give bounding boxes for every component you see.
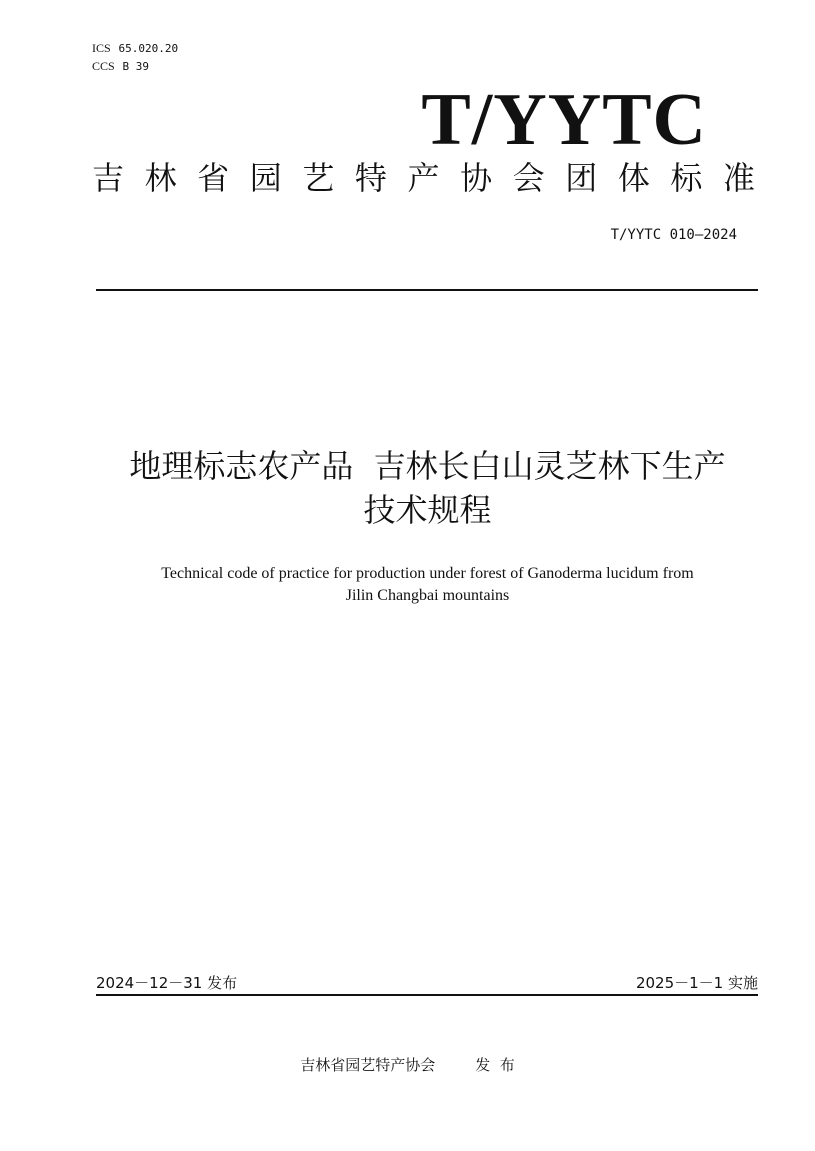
issuer (0, 1054, 815, 1075)
standard-mark: T/YYTC (421, 79, 707, 161)
header-divider (96, 289, 758, 291)
ics-code (92, 40, 178, 57)
publish-date: 2024－12－31 发布 (96, 974, 238, 992)
title-en (60, 563, 795, 607)
ccs-label: CCS (92, 59, 115, 73)
title-zh-line-2: 技术规程 (363, 491, 492, 529)
issuer-name: 吉林省园艺特产协会 (300, 1056, 436, 1074)
organization-banner: 吉林省园艺特产协会团体标准 (92, 159, 755, 197)
title-en-line-1: Technical code of practice for production under forest of Ganoderma lucidum from (161, 565, 694, 582)
ccs-value: B 39 (122, 60, 150, 73)
ccs-code (92, 58, 149, 75)
implement-date: 2025－1－1 实施 (635, 974, 758, 992)
footer-divider (96, 994, 758, 996)
title-zh (60, 444, 795, 532)
ics-label: ICS (92, 41, 111, 55)
title-zh-line-1: 地理标志农产品 吉林长白山灵芝林下生产 (129, 447, 726, 485)
issuer-action: 发 布 (475, 1056, 515, 1074)
title-en-line-2: Jilin Changbai mountains (345, 587, 510, 604)
standard-number: T/YYTC 010—2024 (610, 227, 737, 243)
ics-value: 65.020.20 (118, 42, 179, 55)
